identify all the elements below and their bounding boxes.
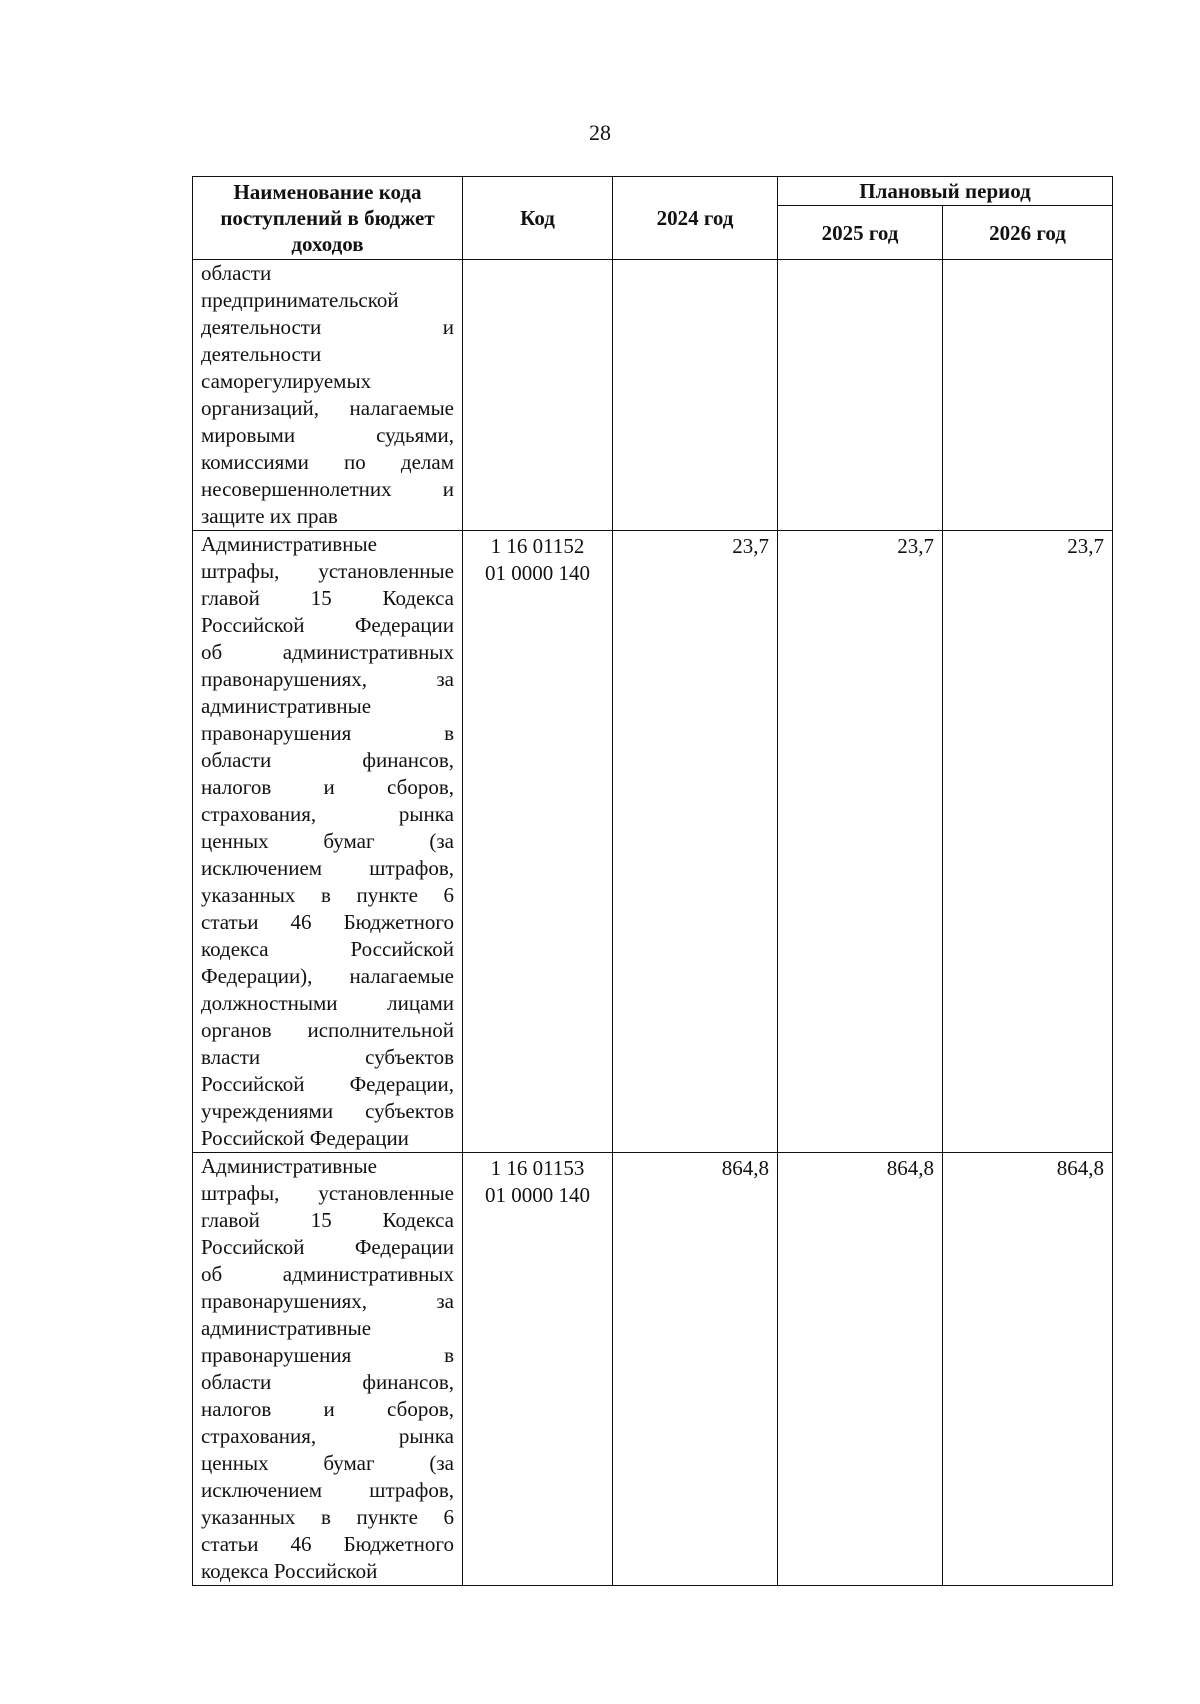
revenue-name-line: штрафы, установленные (201, 559, 454, 583)
revenue-name-line: области финансов, (201, 1370, 454, 1394)
revenue-name-line: правонарушения в (201, 1343, 454, 1367)
table-row (193, 1153, 1113, 1586)
code-line: 1 16 01153 (490, 1156, 585, 1180)
revenue-name-line: саморегулируемых (201, 369, 372, 393)
header-name: Наименование кода поступлений в бюджет доходов (193, 177, 463, 260)
revenue-name-line: указанных в пункте 6 (201, 883, 454, 907)
revenue-name-line: организаций, налагаемые (201, 396, 454, 420)
revenue-name-line: статьи 46 Бюджетного (201, 1532, 454, 1556)
revenue-name-line: статьи 46 Бюджетного (201, 910, 454, 934)
revenue-name-line: мировыми судьями, (201, 423, 454, 447)
revenue-name-line: Российской Федерации (201, 1235, 454, 1259)
code-line: 01 0000 140 (485, 1183, 590, 1207)
revenue-name-line: исключением штрафов, (201, 1478, 454, 1502)
revenue-name-line: Административные (201, 532, 377, 556)
revenue-name-line: административные (201, 694, 372, 718)
revenue-name-line: комиссиями по делам (201, 450, 454, 474)
revenue-name-line: об административных (201, 1262, 454, 1286)
revenue-name-line: деятельности и (201, 315, 454, 339)
revenue-name-line: кодекса Российской (201, 1559, 378, 1583)
cell-value-2024 (613, 260, 778, 531)
header-2025: 2025 год (778, 206, 943, 260)
revenue-name-line: налогов и сборов, (201, 775, 454, 799)
cell-value-2024: 23,7 (613, 531, 778, 1153)
revenue-name-line: Российской Федерации, (201, 1072, 454, 1096)
revenue-name-line: налогов и сборов, (201, 1397, 454, 1421)
code-line: 01 0000 140 (485, 561, 590, 585)
revenue-name-line: органов исполнительной (201, 1018, 454, 1042)
revenue-name-line: Административные (201, 1154, 377, 1178)
header-code: Код (463, 177, 613, 260)
revenue-name-line: защите их прав (201, 504, 338, 528)
revenue-name-line: страхования, рынка (201, 1424, 454, 1448)
revenue-name-line: предпринимательской (201, 288, 399, 312)
cell-value-2024: 864,8 (613, 1153, 778, 1586)
cell-code (463, 1153, 613, 1586)
revenue-name-line: административные (201, 1316, 372, 1340)
code-line: 1 16 01152 (490, 534, 585, 558)
revenue-name-line: области финансов, (201, 748, 454, 772)
cell-revenue-name (193, 1153, 463, 1586)
cell-value-2026 (943, 260, 1113, 531)
revenue-name-line: указанных в пункте 6 (201, 1505, 454, 1529)
cell-code (463, 531, 613, 1153)
table-row (193, 260, 1113, 531)
revenue-name-line: главой 15 Кодекса (201, 586, 454, 610)
cell-revenue-name (193, 531, 463, 1153)
cell-value-2026: 864,8 (943, 1153, 1113, 1586)
revenue-name-line: ценных бумаг (за (201, 829, 454, 853)
revenue-name-line: кодекса Российской (201, 937, 454, 961)
revenue-name-line: правонарушения в (201, 721, 454, 745)
revenue-name-line: правонарушениях, за (201, 667, 454, 691)
revenue-name-line: об административных (201, 640, 454, 664)
cell-value-2025: 23,7 (778, 531, 943, 1153)
revenue-name-line: Российской Федерации (201, 613, 454, 637)
revenue-name-line: деятельности (201, 342, 322, 366)
revenue-name-line: правонарушениях, за (201, 1289, 454, 1313)
revenue-name-line: власти субъектов (201, 1045, 454, 1069)
budget-revenue-table (192, 176, 1113, 1586)
header-2024: 2024 год (613, 177, 778, 260)
revenue-name-line: учреждениями субъектов (201, 1099, 454, 1123)
revenue-name-line: должностными лицами (201, 991, 454, 1015)
revenue-name-line: ценных бумаг (за (201, 1451, 454, 1475)
page-number: 28 (589, 120, 611, 145)
revenue-name-line: страхования, рынка (201, 802, 454, 826)
cell-value-2025 (778, 260, 943, 531)
table-row (193, 531, 1113, 1153)
cell-revenue-name (193, 260, 463, 531)
revenue-name-line: штрафы, установленные (201, 1181, 454, 1205)
revenue-name-line: Федерации), налагаемые (201, 964, 454, 988)
cell-value-2025: 864,8 (778, 1153, 943, 1586)
revenue-name-line: несовершеннолетних и (201, 477, 454, 501)
header-planned-period: Плановый период (778, 177, 1113, 206)
revenue-name-line: главой 15 Кодекса (201, 1208, 454, 1232)
cell-value-2026: 23,7 (943, 531, 1113, 1153)
revenue-name-line: области (201, 261, 272, 285)
revenue-name-line: Российской Федерации (201, 1126, 409, 1150)
header-2026: 2026 год (943, 206, 1113, 260)
cell-code (463, 260, 613, 531)
revenue-name-line: исключением штрафов, (201, 856, 454, 880)
